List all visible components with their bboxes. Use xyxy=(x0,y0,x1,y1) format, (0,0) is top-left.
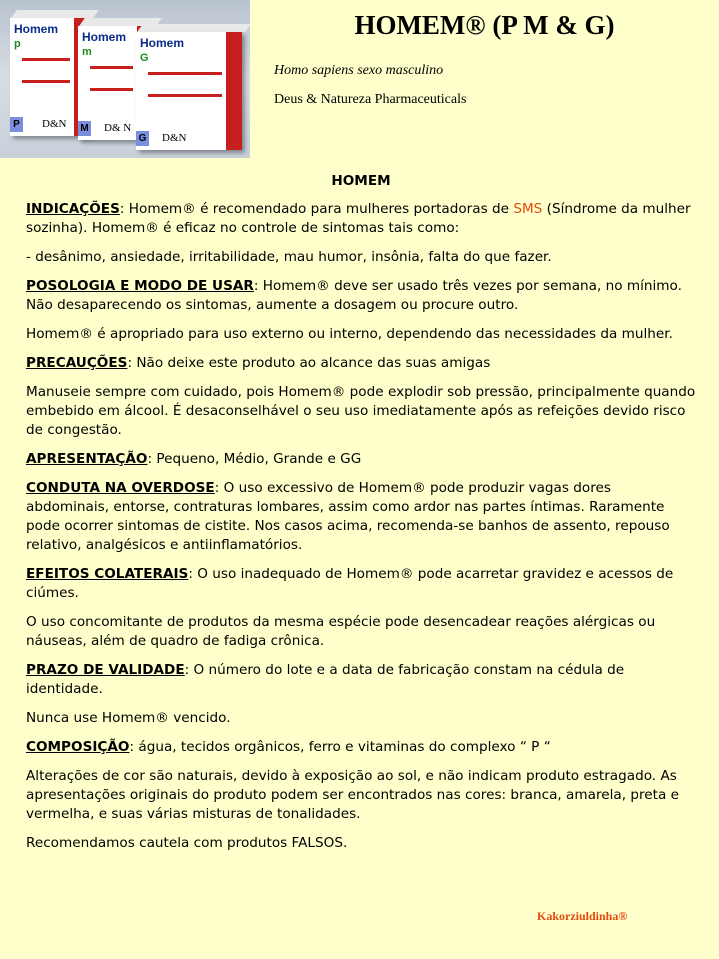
box-maker: D&N xyxy=(162,132,187,144)
label-apresentacao: APRESENTAÇÃO xyxy=(26,451,148,467)
section-title: HOMEM xyxy=(331,173,391,189)
text-efeitos: : O uso inadequado de Homem® pode acarretar gravidez e acessos de ciúmes. xyxy=(26,566,674,601)
text-posologia: : Homem® deve ser usado três vezes por semana, no mínimo. Não desaparecendo os sintomas, aumente a dosagem ou procure outro. xyxy=(26,278,682,313)
text-apresentacao: : Pequeno, Médio, Grande e GG xyxy=(147,451,362,467)
company-name: Deus & Natureza Pharmaceuticals xyxy=(274,92,467,107)
paragraph-posologia xyxy=(26,277,696,315)
text-indicacoes-before: : Homem® é recomendado para mulheres portadoras de xyxy=(119,201,514,217)
box-tag: G xyxy=(136,131,149,146)
label-precaucoes: PRECAUÇÕES xyxy=(26,355,128,371)
sms-highlight: SMS xyxy=(513,201,543,217)
paragraph-vencido: Nunca use Homem® vencido. xyxy=(26,710,231,726)
product-boxes-image xyxy=(0,0,250,158)
text-precaucoes: : Não deixe este produto ao alcance das suas amigas xyxy=(127,355,491,371)
paragraph-overdose xyxy=(26,479,696,555)
box-brand: Homem xyxy=(82,30,127,44)
box-brand: Homem xyxy=(140,36,185,50)
label-validade: PRAZO DE VALIDADE xyxy=(26,662,185,678)
page-subtitle: Homo sapiens sexo masculino xyxy=(274,63,444,78)
paragraph-sintomas: - desânimo, ansiedade, irritabilidade, mau humor, insônia, falta do que fazer. xyxy=(26,249,552,265)
signature: Kakorziuldinha® xyxy=(537,909,628,923)
paragraph-concomitante: O uso concomitante de produtos da mesma espécie pode desencadear reações alérgicas ou náuseas, além de quadro de fadiga crônica. xyxy=(26,614,656,649)
paragraph-uso: Homem® é apropriado para uso externo ou interno, dependendo das necessidades da mulher. xyxy=(26,326,673,342)
page-title: HOMEM® (P M & G) xyxy=(354,10,615,40)
paragraph-apresentacao xyxy=(26,450,696,469)
label-overdose: CONDUTA NA OVERDOSE xyxy=(26,480,215,496)
paragraph-validade xyxy=(26,661,696,699)
text-indicacoes-after: (Síndrome da mulher sozinha). Homem® é eficaz no controle de sintomas tais como: xyxy=(26,201,691,236)
box-maker: D&N xyxy=(42,118,67,130)
text-validade: : O número do lote e a data de fabricação constam na cédula de identidade. xyxy=(26,662,625,697)
label-posologia: POSOLOGIA E MODO DE USAR xyxy=(26,278,254,294)
box-tag: M xyxy=(78,121,91,136)
box-size: m xyxy=(82,46,92,58)
box-size: G xyxy=(140,52,149,64)
paragraph-alteracoes: Alterações de cor são naturais, devido à exposição ao sol, e não indicam produto estragado. As apresentações originais do produto podem ser encontrados nas cores: branca, amarela, preta e vermelha, e suas várias misturas de tonalidades. xyxy=(26,768,679,822)
label-indicacoes: INDICAÇÕES xyxy=(26,201,120,217)
paragraph-recomendacao: Recomendamos cautela com produtos FALSOS. xyxy=(26,835,348,851)
paragraph-efeitos xyxy=(26,565,696,603)
box-maker: D& N xyxy=(104,122,132,134)
text-composicao: : água, tecidos orgânicos, ferro e vitaminas do complexo “ P “ xyxy=(129,739,551,755)
box-size: p xyxy=(14,38,21,50)
paragraph-indicacoes xyxy=(26,200,696,238)
product-box-g xyxy=(136,32,242,150)
text-overdose: : O uso excessivo de Homem® pode produzir vagas dores abdominais, entorse, contraturas lombares, assim como ardor nas partes íntimas. Raramente pode ocorrer sintomas de cistite. Nos casos acima, recomenda-se banhos de assento, repouso relativo, analgésicos e antiinflamatórios. xyxy=(26,480,670,553)
paragraph-manuseio: Manuseie sempre com cuidado, pois Homem® pode explodir sob pressão, principalmente quando embebido em álcool. É desaconselhável o seu uso imediatamente após as refeições devido risco de congestão. xyxy=(26,384,696,438)
label-efeitos: EFEITOS COLATERAIS xyxy=(26,566,189,582)
box-tag: P xyxy=(10,117,23,132)
paragraph-composicao xyxy=(26,738,696,757)
label-composicao: COMPOSIÇÃO xyxy=(26,739,130,755)
paragraph-precaucoes xyxy=(26,354,696,373)
box-brand: Homem xyxy=(14,22,59,36)
header xyxy=(0,0,719,158)
leaflet-content xyxy=(26,172,696,863)
